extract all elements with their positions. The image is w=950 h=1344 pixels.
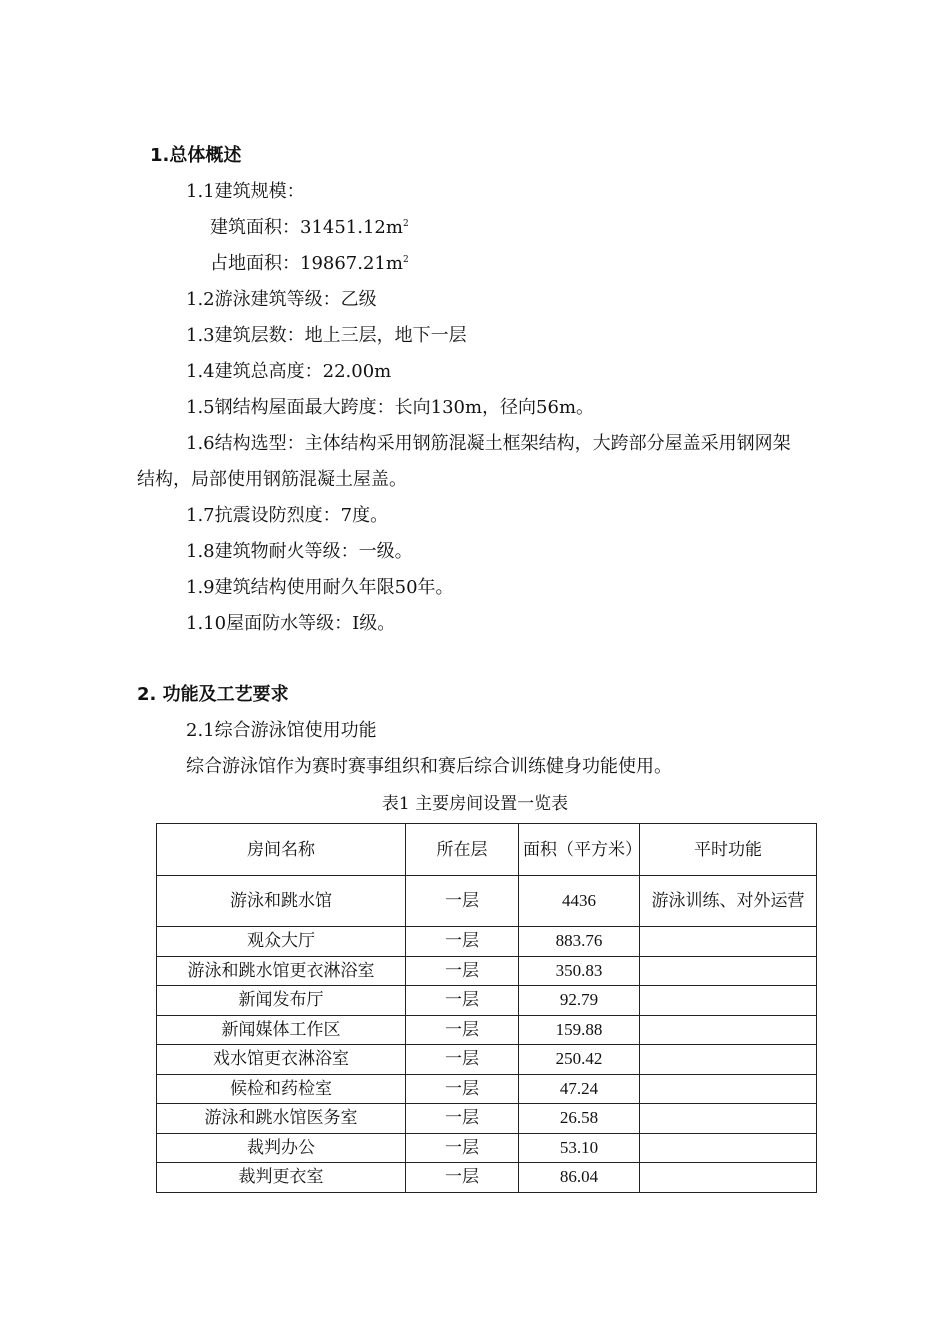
room-name-cell: 游泳和跳水馆 — [157, 876, 406, 927]
area-cell: 47.24 — [519, 1074, 640, 1104]
floor-cell: 一层 — [406, 1015, 519, 1045]
room-name-cell: 裁判更衣室 — [157, 1163, 406, 1193]
header-function: 平时功能 — [640, 824, 817, 876]
area-cell: 53.10 — [519, 1133, 640, 1163]
table-row — [157, 927, 817, 957]
building-height-line: 1.4建筑总高度：22.00m — [186, 361, 392, 382]
table-row — [157, 956, 817, 986]
table-caption: 表1 主要房间设置一览表 — [381, 794, 569, 814]
building-floors-line: 1.3建筑层数：地上三层，地下一层 — [186, 325, 467, 346]
structure-type-continuation: 结构，局部使用钢筋混凝土屋盖。 — [137, 469, 407, 490]
table-header-row — [157, 824, 817, 876]
section-2-title: 2. 功能及工艺要求 — [137, 684, 289, 705]
area-cell: 4436 — [519, 876, 640, 927]
room-name-cell: 新闻发布厅 — [157, 986, 406, 1016]
area-cell: 26.58 — [519, 1104, 640, 1134]
floor-cell: 一层 — [406, 1104, 519, 1134]
building-scale-label: 1.1建筑规模： — [186, 181, 305, 202]
function-cell — [640, 1163, 817, 1193]
area-cell: 250.42 — [519, 1045, 640, 1075]
table-row — [157, 1015, 817, 1045]
floor-cell: 一层 — [406, 956, 519, 986]
room-name-cell: 游泳和跳水馆更衣淋浴室 — [157, 956, 406, 986]
floor-cell: 一层 — [406, 1133, 519, 1163]
service-life-line: 1.9建筑结构使用耐久年限50年。 — [186, 577, 454, 598]
building-grade-line: 1.2游泳建筑等级：乙级 — [186, 289, 377, 310]
seismic-line: 1.7抗震设防烈度：7度。 — [186, 505, 389, 526]
room-name-cell: 新闻媒体工作区 — [157, 1015, 406, 1045]
section-2-subtitle: 2.1综合游泳馆使用功能 — [186, 720, 377, 741]
room-name-cell: 戏水馆更衣淋浴室 — [157, 1045, 406, 1075]
area-cell: 92.79 — [519, 986, 640, 1016]
area-cell: 350.83 — [519, 956, 640, 986]
function-cell — [640, 1133, 817, 1163]
fire-rating-line: 1.8建筑物耐火等级：一级。 — [186, 541, 413, 562]
function-cell — [640, 1045, 817, 1075]
table-row — [157, 1074, 817, 1104]
header-area: 面积（平方米） — [519, 824, 640, 876]
table-row — [157, 1133, 817, 1163]
header-room-name: 房间名称 — [157, 824, 406, 876]
land-area-line — [210, 253, 409, 275]
area-cell: 159.88 — [519, 1015, 640, 1045]
room-table — [156, 823, 817, 1193]
function-cell — [640, 1104, 817, 1134]
building-area-line — [210, 217, 409, 239]
room-name-cell: 裁判办公 — [157, 1133, 406, 1163]
room-name-cell: 候检和药检室 — [157, 1074, 406, 1104]
room-name-cell: 观众大厅 — [157, 927, 406, 957]
table-row — [157, 986, 817, 1016]
structure-type-line: 1.6结构选型：主体结构采用钢筋混凝土框架结构，大跨部分屋盖采用钢网架 — [186, 433, 791, 454]
area-unit-superscript: 2 — [402, 219, 409, 229]
section-1-title: 1.总体概述 — [150, 145, 242, 166]
function-cell: 游泳训练、对外运营 — [640, 876, 817, 927]
table-row — [157, 1163, 817, 1193]
floor-cell: 一层 — [406, 986, 519, 1016]
land-area-text: 占地面积：19867.21m — [210, 253, 403, 274]
roof-waterproof-line: 1.10屋面防水等级：I级。 — [186, 613, 396, 634]
area-cell: 86.04 — [519, 1163, 640, 1193]
section-2-paragraph: 综合游泳馆作为赛时赛事组织和赛后综合训练健身功能使用。 — [186, 756, 672, 777]
table-row — [157, 876, 817, 927]
header-floor: 所在层 — [406, 824, 519, 876]
building-area-text: 建筑面积：31451.12m — [210, 217, 403, 238]
floor-cell: 一层 — [406, 1045, 519, 1075]
function-cell — [640, 927, 817, 957]
floor-cell: 一层 — [406, 876, 519, 927]
roof-span-line: 1.5钢结构屋面最大跨度：长向130m，径向56m。 — [186, 397, 595, 418]
function-cell — [640, 1015, 817, 1045]
area-unit-superscript: 2 — [402, 255, 409, 265]
room-name-cell: 游泳和跳水馆医务室 — [157, 1104, 406, 1134]
function-cell — [640, 956, 817, 986]
floor-cell: 一层 — [406, 1163, 519, 1193]
function-cell — [640, 1074, 817, 1104]
area-cell: 883.76 — [519, 927, 640, 957]
function-cell — [640, 986, 817, 1016]
floor-cell: 一层 — [406, 927, 519, 957]
table-row — [157, 1104, 817, 1134]
floor-cell: 一层 — [406, 1074, 519, 1104]
table-row — [157, 1045, 817, 1075]
